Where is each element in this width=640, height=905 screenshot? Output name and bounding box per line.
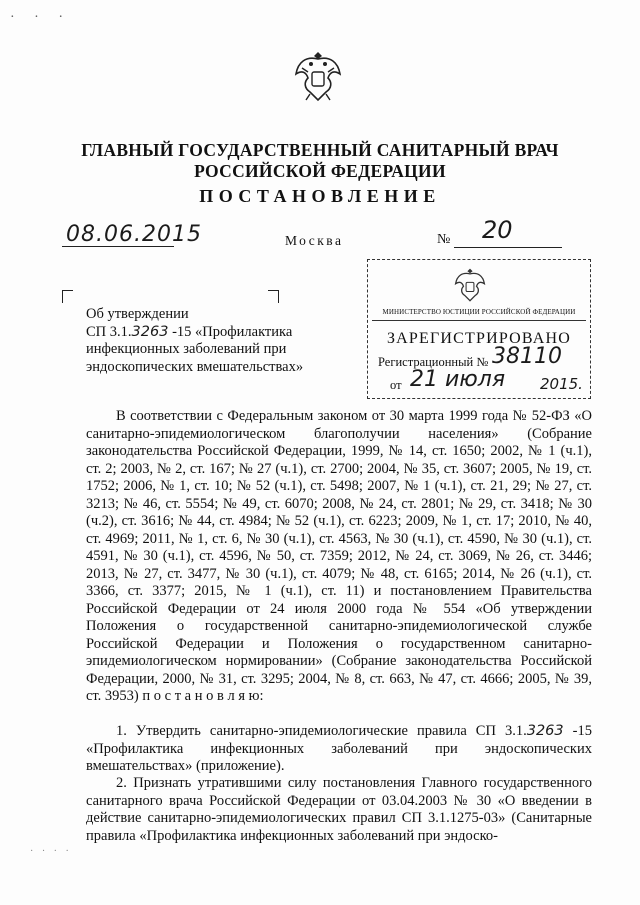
- city: Москва: [285, 233, 344, 248]
- clause-1-handwritten-number: 3263: [526, 723, 564, 739]
- document-type: ПОСТАНОВЛЕНИЕ: [199, 186, 441, 206]
- stamp-divider: [372, 320, 586, 321]
- scan-artifact: · · ·: [10, 10, 71, 25]
- decree-number: 20: [482, 216, 513, 244]
- stamp-ministry: МИНИСТЕРСТВО ЮСТИЦИИ РОССИЙСКОЙ ФЕДЕРАЦИИ: [382, 308, 576, 316]
- title-line: [86, 324, 326, 342]
- registration-stamp: [367, 259, 591, 399]
- clause-2: 2. Признать утратившими силу постановления Главного государственного санитарного врача Российской Федерации от 03.04.2003 № 30 «О введении в действие санитарно-эпидемиологических правил СП 3.1.1275-03» (Санитарные правила «Профилактика инфекционных заболеваний при эндоско-: [86, 775, 592, 844]
- stamp-reg-year: 2015.: [540, 375, 583, 393]
- margin-mark: · · · ·: [30, 846, 72, 857]
- title-corner-left: [62, 290, 73, 303]
- title-handwritten-number: 3263: [131, 323, 169, 340]
- title-line: эндоскопических вмешательствах»: [86, 358, 304, 375]
- preamble-paragraph: В соответствии с Федеральным законом от 30 марта 1999 года № 52-ФЗ «О санитарно-эпидемиологическом благополучии населения» (Собрание законодательства Российской Федерации, 1999, № 14, ст. 1650; 2002, № 1 (ч.1), ст. 2; 2003, № 2, ст. 167; № 27 (ч.1), ст. 2700; 2004, № 35, ст. 3607; 2005, № 19, ст. 1752; 2006, № 1, ст. 10; № 52 (ч.1), ст. 5498; 2007, № 1 (ч.1), ст. 21, 29; № 27, ст. 3213; № 46, ст. 5554; № 49, ст. 6070; 2008, № 24, ст. 2801; № 29, ст. 3418; № 30 (ч.2), ст. 3616; № 44, ст. 4984; № 52 (ч.1), ст. 6223; 2009, № 1, ст. 17; 2010, № 40, ст. 4969; 2011, № 1, ст. 6, № 30 (ч.1), ст. 4563, № 30 (ч.1), ст. 4590, № 30 (ч.1), ст. 4591, № 30 (ч.1), ст. 4596, № 50, ст. 7359; 2012, № 24, ст. 3069, № 26, ст. 3446; 2013, № 27, ст. 3477, № 30 (ч.1), ст. 4079; № 48, ст. 6165; 2014, № 26 (ч.1), ст. 3366, ст. 3377; 2015, № 1 (ч.1), ст. 11) и постановлением Правительства Российской Федерации от 24 июля 2000 года № 554 «Об утверждении Положения о государственной санитарно-эпидемиологической службе Российской Федерации и Положения о государственном санитарно-эпидемиологическом нормировании» (Собрание законодательства Российской Федерации, 2000, № 31, ст. 3295; 2004, № 8, ст. 663, № 47, ст. 4666; 2005, № 39, ст. 3953) п о с т а н о в л я ю:: [86, 408, 592, 704]
- authority-title: ГЛАВНЫЙ ГОСУДАРСТВЕННЫЙ САНИТАРНЫЙ ВРАЧ: [81, 140, 559, 160]
- title-suffix: -15 «Профилактика: [172, 323, 293, 340]
- authority-subtitle: РОССИЙСКОЙ ФЕДЕРАЦИИ: [194, 161, 446, 181]
- coat-of-arms-icon: [292, 48, 344, 104]
- title-corner-right: [268, 290, 279, 303]
- stamp-reg-number: 38110: [492, 344, 562, 369]
- title-prefix: СП 3.1.: [86, 323, 132, 340]
- clause-1: [86, 723, 592, 776]
- stamp-reg-label: Регистрационный №: [378, 355, 489, 369]
- decree-title: [86, 306, 326, 376]
- stamp-coat-of-arms-icon: [453, 266, 487, 304]
- title-line: Об утверждении: [86, 306, 189, 322]
- clause-1-prefix: 1. Утвердить санитарно-эпидемиологические правила СП 3.1.: [116, 723, 527, 739]
- number-underline: [454, 247, 562, 248]
- decree-date: 08.06.2015: [66, 222, 202, 247]
- number-label: №: [437, 232, 451, 247]
- clause-1-suffix: -15 «Профилактика инфекционных заболеваний при эндоскопических вмешательствах» (приложение).: [86, 723, 592, 774]
- title-line: инфекционных заболеваний при: [86, 341, 287, 357]
- date-underline: [62, 246, 174, 247]
- stamp-from-label: от: [390, 378, 402, 392]
- stamp-registered: ЗАРЕГИСТРИРОВАНО: [386, 330, 572, 347]
- stamp-reg-date: 21 июля: [410, 367, 506, 392]
